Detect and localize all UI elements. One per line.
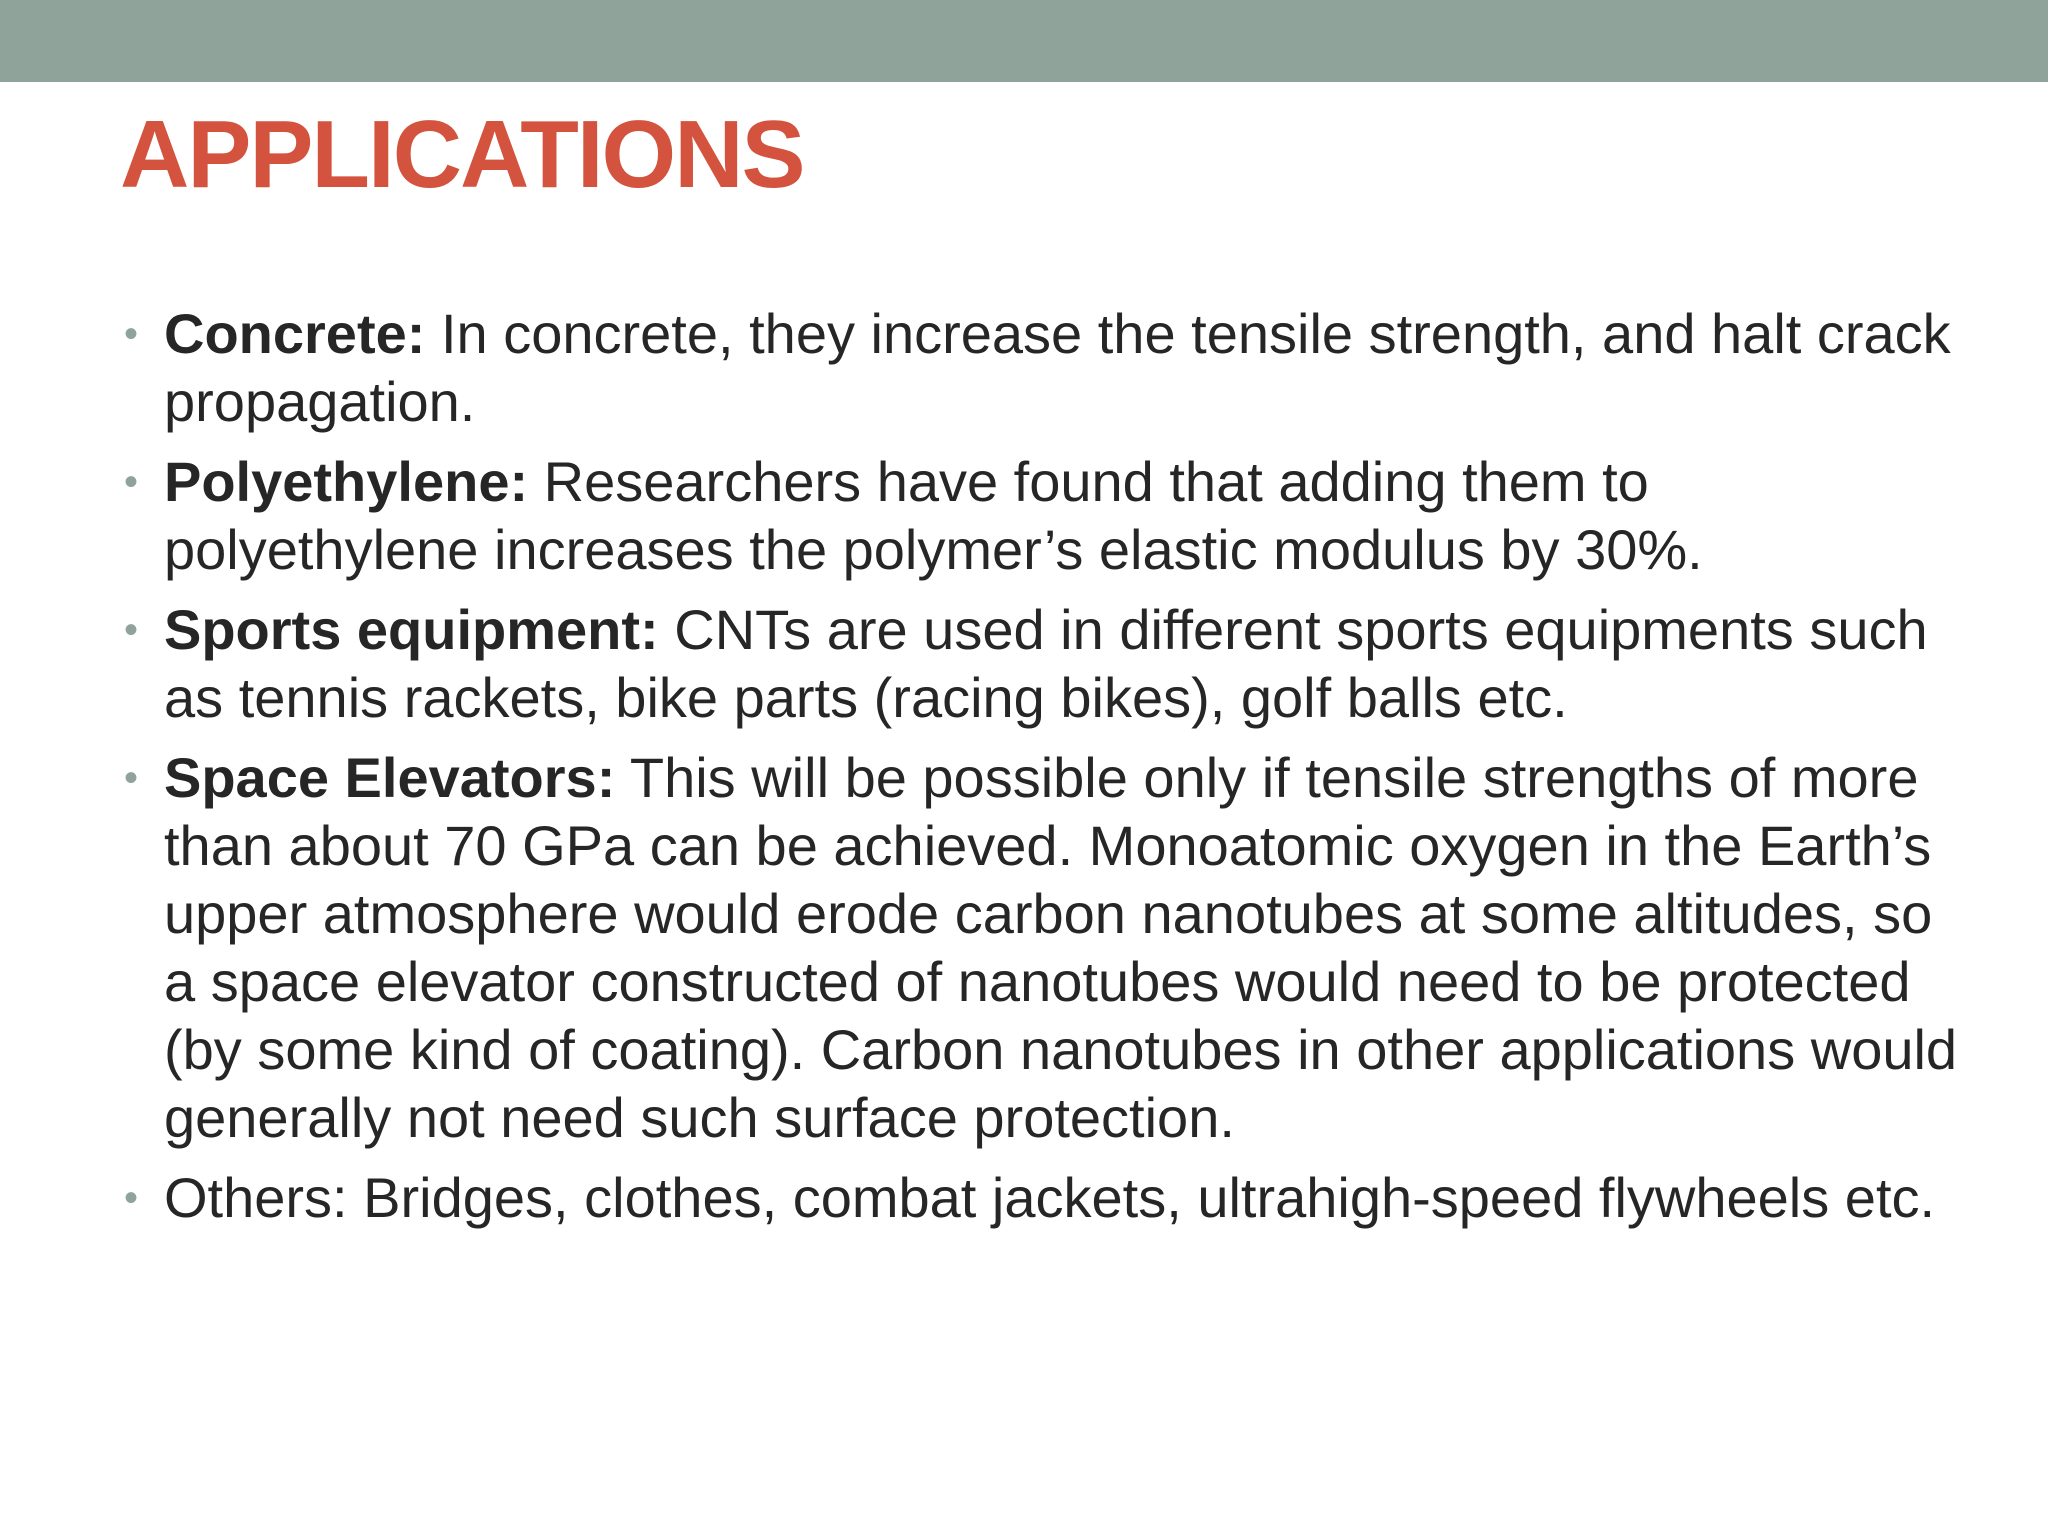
bullet-text: Researchers have found that adding them to polyethylene increases the polymer’s elastic modulus by 30%. [164, 450, 1703, 581]
bullet-list [120, 300, 1960, 1244]
bullet-lead: Polyethylene: [164, 450, 529, 513]
bullet-dot-icon: • [124, 608, 139, 652]
bullet-text: Others: Bridges, clothes, combat jackets, ultrahigh-speed flywheels etc. [164, 1166, 1936, 1229]
bullet-concrete [120, 300, 1960, 436]
bullet-text: In concrete, they increase the tensile strength, and halt crack propagation. [164, 302, 1951, 433]
bullet-dot-icon: • [124, 756, 139, 800]
header-bar [0, 0, 2048, 82]
bullet-polyethylene [120, 448, 1960, 584]
bullet-lead: Concrete: [164, 302, 426, 365]
bullet-lead: Sports equipment: [164, 598, 659, 661]
bullet-dot-icon: • [124, 312, 139, 356]
bullet-others [120, 1164, 1960, 1232]
bullet-text: This will be possible only if tensile strengths of more than about 70 GPa can be achieved. Monoatomic oxygen in the Earth’s upper atmosphere would erode carbon nanotubes at some altitudes, so a space elevator constructed of nanotubes would need to be protected (by some kind of coating). Carbon nanotubes in other applications would generally not need such surface protection. [164, 746, 1958, 1149]
bullet-text: CNTs are used in different sports equipments such as tennis rackets, bike parts (racing bikes), golf balls etc. [164, 598, 1928, 729]
bullet-dot-icon: • [124, 460, 139, 504]
bullet-dot-icon: • [124, 1176, 139, 1220]
slide-title: APPLICATIONS [120, 101, 804, 208]
bullet-lead: Space Elevators: [164, 746, 616, 809]
bullet-sports-equipment [120, 596, 1960, 732]
bullet-space-elevators [120, 744, 1960, 1152]
